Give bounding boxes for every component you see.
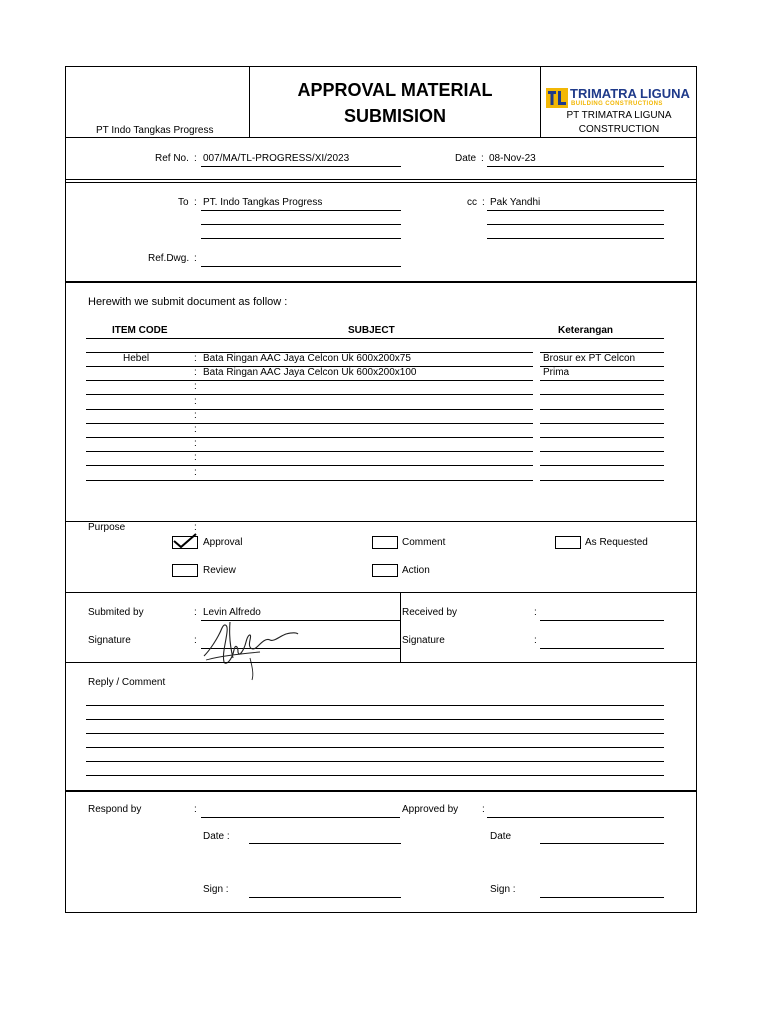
- reply-line: [86, 761, 664, 762]
- row-underline: [86, 409, 533, 410]
- col-keterangan: Keterangan: [558, 325, 614, 336]
- to-underline-3: [201, 238, 401, 239]
- ref-no-label: Ref No.: [155, 153, 189, 164]
- checkmark-icon: [172, 533, 198, 549]
- respond-by-colon: :: [194, 804, 197, 815]
- approved-by-colon: :: [482, 804, 485, 815]
- logo-tagline: BUILDING CONSTRUCTIONS: [571, 101, 663, 107]
- reply-label: Reply / Comment: [88, 677, 166, 688]
- received-signature-underline: [540, 648, 664, 649]
- submission-divider: [400, 592, 401, 662]
- approved-date-label: Date: [490, 831, 512, 842]
- items-top-line-keterangan: [540, 352, 664, 353]
- date-colon: :: [481, 153, 484, 164]
- row-underline: [86, 480, 533, 481]
- purpose-colon: :: [194, 522, 197, 533]
- col-item-code: ITEM CODE: [112, 325, 168, 336]
- action-checkbox[interactable]: [372, 564, 398, 577]
- submitted-by-value: Levin Alfredo: [203, 607, 261, 618]
- approved-by-label: Approved by: [402, 804, 459, 815]
- form-frame: [65, 66, 697, 913]
- action-option-label: Action: [402, 565, 430, 576]
- row-underline: [86, 437, 533, 438]
- item-keterangan: Prima: [543, 367, 570, 378]
- cc-colon: :: [482, 197, 485, 208]
- received-signature-colon: :: [534, 635, 537, 646]
- purpose-label: Purpose: [88, 522, 126, 533]
- respond-date-label: Date :: [203, 831, 230, 842]
- divider-3: [65, 521, 697, 522]
- ref-dwg-label: Ref.Dwg.: [148, 253, 190, 264]
- divider-1b: [65, 182, 697, 183]
- ref-dwg-underline: [201, 266, 401, 267]
- divider-1: [65, 179, 697, 180]
- approval-option-label: Approval: [203, 537, 243, 548]
- as-requested-option-label: As Requested: [585, 537, 648, 548]
- item-colon: :: [194, 381, 197, 392]
- submitted-by-label: Submited by: [88, 607, 144, 618]
- reply-line: [86, 719, 664, 720]
- page-title: [250, 77, 540, 129]
- ref-no-underline: [201, 166, 401, 167]
- ref-no-colon: :: [194, 153, 197, 164]
- title-line-2: SUBMISION: [343, 106, 446, 126]
- row-underline: [86, 423, 533, 424]
- to-colon: :: [194, 197, 197, 208]
- date-label: Date: [455, 153, 477, 164]
- comment-option-label: Comment: [402, 537, 446, 548]
- ref-no-value: 007/MA/TL-PROGRESS/XI/2023: [203, 153, 350, 164]
- date-underline: [487, 166, 664, 167]
- approved-sign-underline: [540, 897, 664, 898]
- cc-underline-3: [487, 238, 664, 239]
- as-requested-checkbox[interactable]: [555, 536, 581, 549]
- item-code: Hebel: [123, 353, 150, 364]
- to-value: PT. Indo Tangkas Progress: [203, 197, 323, 208]
- item-keterangan: Brosur ex PT Celcon: [543, 353, 636, 364]
- items-header-underline: [86, 338, 664, 339]
- approval-checkbox[interactable]: [172, 536, 198, 549]
- received-by-colon: :: [534, 607, 537, 618]
- to-label: To: [178, 197, 189, 208]
- divider-5: [65, 662, 697, 663]
- item-colon: :: [194, 452, 197, 463]
- company-name-line-2: CONSTRUCTION: [578, 124, 660, 135]
- row-underline: [86, 394, 533, 395]
- divider-2: [65, 281, 697, 283]
- signature-label: Signature: [88, 635, 131, 646]
- row-underline-keterangan: [540, 380, 664, 381]
- row-underline: [86, 451, 533, 452]
- handwritten-signature: [200, 620, 305, 682]
- review-checkbox[interactable]: [172, 564, 198, 577]
- item-colon: :: [194, 367, 197, 378]
- received-by-underline: [540, 620, 664, 621]
- comment-checkbox[interactable]: [372, 536, 398, 549]
- received-signature-label: Signature: [402, 635, 445, 646]
- item-colon: :: [194, 396, 197, 407]
- approved-date-underline: [540, 843, 664, 844]
- reply-line: [86, 747, 664, 748]
- review-option-label: Review: [203, 565, 236, 576]
- divider-4: [65, 592, 697, 593]
- items-intro: Herewith we submit document as follow :: [88, 296, 288, 308]
- cc-underline-2: [487, 224, 664, 225]
- received-by-label: Received by: [402, 607, 458, 618]
- item-colon: :: [194, 410, 197, 421]
- item-subject: Bata Ringan AAC Jaya Celcon Uk 600x200x100: [203, 367, 417, 378]
- company-logo: [546, 88, 568, 108]
- row-underline-keterangan: [540, 437, 664, 438]
- from-company: PT Indo Tangkas Progress: [96, 125, 214, 136]
- row-underline-keterangan: [540, 451, 664, 452]
- row-underline-keterangan: [540, 465, 664, 466]
- row-underline-keterangan: [540, 480, 664, 481]
- reply-line: [86, 775, 664, 776]
- respond-sign-underline: [249, 897, 401, 898]
- respond-by-underline: [201, 817, 400, 818]
- approved-by-underline: [487, 817, 664, 818]
- to-underline-2: [201, 224, 401, 225]
- respond-by-label: Respond by: [88, 804, 142, 815]
- row-underline: [86, 380, 533, 381]
- reply-line: [86, 733, 664, 734]
- respond-sign-label: Sign :: [203, 884, 229, 895]
- header-bottom-line: [65, 137, 697, 138]
- signature-colon: :: [194, 635, 197, 646]
- item-subject: Bata Ringan AAC Jaya Celcon Uk 600x200x75: [203, 353, 411, 364]
- reply-line: [86, 705, 664, 706]
- submitted-by-colon: :: [194, 607, 197, 618]
- cc-underline-1: [487, 210, 664, 211]
- title-line-1: APPROVAL MATERIAL: [297, 80, 493, 100]
- logo-mark-icon: [546, 88, 568, 108]
- respond-date-underline: [249, 843, 401, 844]
- ref-dwg-colon: :: [194, 253, 197, 264]
- cc-label: cc: [467, 197, 477, 208]
- to-underline-1: [201, 210, 401, 211]
- row-underline-keterangan: [540, 423, 664, 424]
- item-colon: :: [194, 424, 197, 435]
- items-top-line: [86, 352, 533, 353]
- cc-value: Pak Yandhi: [490, 197, 541, 208]
- company-name-line-1: PT TRIMATRA LIGUNA: [566, 110, 672, 121]
- approved-sign-label: Sign :: [490, 884, 516, 895]
- item-colon: :: [194, 353, 197, 364]
- logo-brand: TRIMATRA LIGUNA: [570, 86, 690, 101]
- row-underline-keterangan: [540, 409, 664, 410]
- item-colon: :: [194, 438, 197, 449]
- date-value: 08-Nov-23: [489, 153, 536, 164]
- row-underline-keterangan: [540, 394, 664, 395]
- company-name: [541, 109, 697, 137]
- col-subject: SUBJECT: [348, 325, 395, 336]
- row-underline: [86, 465, 533, 466]
- divider-6: [65, 790, 697, 792]
- item-colon: :: [194, 467, 197, 478]
